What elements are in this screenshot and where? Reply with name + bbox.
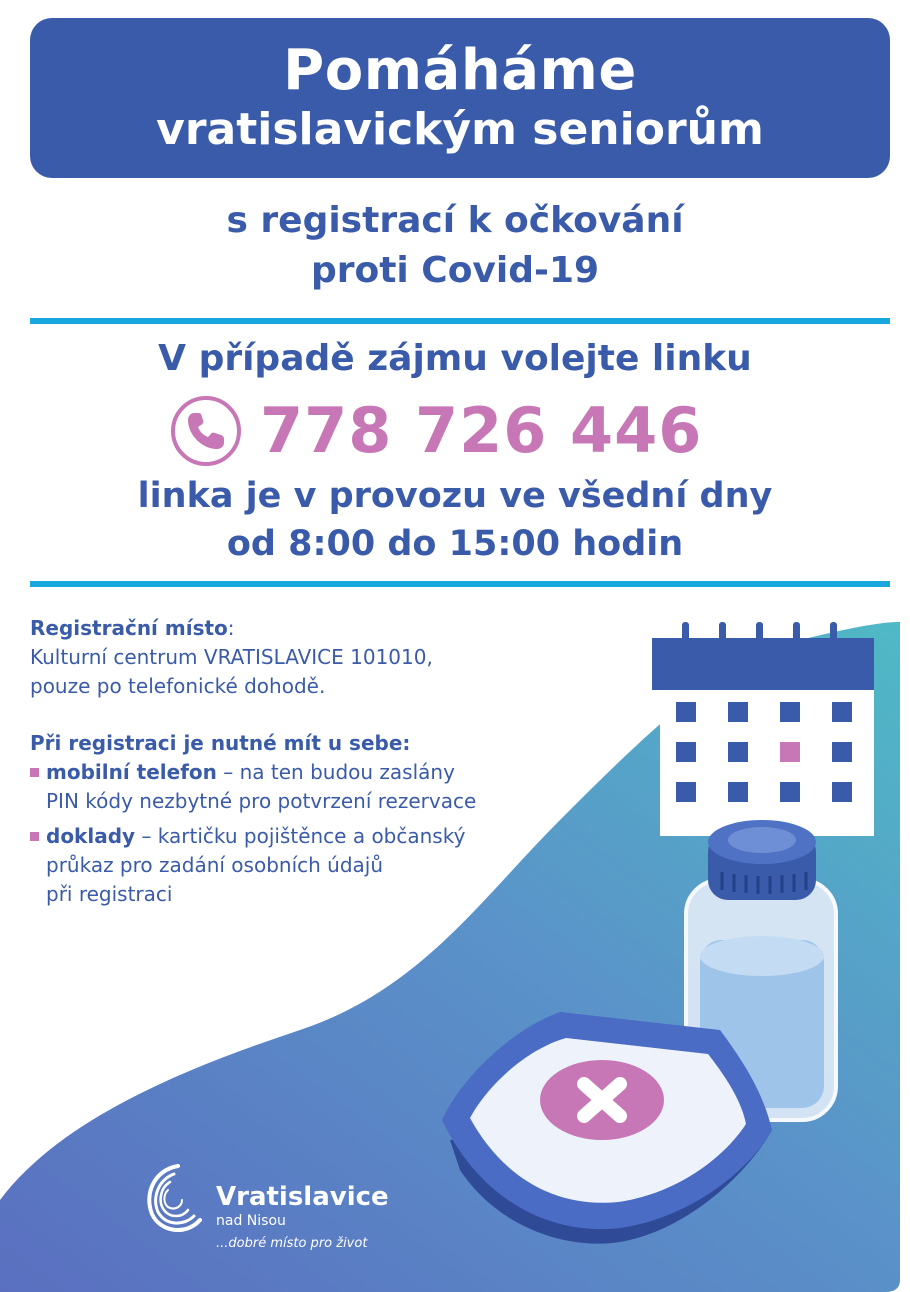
header-title-line-2: vratislavickým seniorům xyxy=(156,104,764,155)
vratislavice-logo xyxy=(140,1160,400,1260)
location-colon: : xyxy=(227,616,235,640)
logo-tagline: ...dobré místo pro život xyxy=(216,1236,368,1251)
logo-name: Vratislavice xyxy=(216,1182,389,1212)
header-title-line-1: Pomáháme xyxy=(283,38,637,103)
operating-hours xyxy=(0,472,910,568)
phone-row xyxy=(170,392,702,470)
shield-icon xyxy=(442,1012,772,1244)
location-label: Registrační místo xyxy=(30,616,228,640)
call-heading: V případě zájmu volejte linku xyxy=(158,338,752,379)
requirement-text-line-2: PIN kódy nezbytné pro potvrzení rezervace xyxy=(46,789,477,813)
phone-number[interactable]: 778 726 446 xyxy=(260,394,703,467)
bullet-square-icon xyxy=(30,768,39,777)
header-banner xyxy=(30,18,890,178)
requirement-text-line-3: při registraci xyxy=(46,882,173,906)
location-line-1: Kulturní centrum VRATISLAVICE 101010, xyxy=(30,645,433,669)
requirement-item xyxy=(30,758,550,816)
location-line-2: pouze po telefonické dohodě. xyxy=(30,674,326,698)
requirement-term: mobilní telefon xyxy=(46,760,217,784)
subtitle xyxy=(0,196,910,296)
requirement-item xyxy=(30,822,550,909)
divider-top xyxy=(30,318,890,324)
subtitle-line-2: proti Covid-19 xyxy=(310,250,600,291)
subtitle-line-1: s registrací k očkování xyxy=(226,200,684,241)
requirement-text-line-2: průkaz pro zadání osobních údajů xyxy=(46,853,384,877)
hours-line-1: linka je v provozu ve všední dny xyxy=(137,476,773,516)
phone-icon xyxy=(170,395,242,467)
requirements-heading: Při registraci je nutné mít u sebe: xyxy=(30,731,411,755)
swirl-logo-icon xyxy=(140,1160,210,1240)
requirement-term: doklady xyxy=(46,824,136,848)
logo-subname: nad Nisou xyxy=(216,1213,286,1229)
hours-line-2: od 8:00 do 15:00 hodin xyxy=(226,524,684,564)
location-heading xyxy=(30,614,550,643)
requirement-text-line-1: – kartičku pojištěnce a občanský xyxy=(135,824,466,848)
registration-info xyxy=(30,614,550,909)
calendar-icon xyxy=(652,622,874,836)
requirement-text-line-1: – na ten budou zaslány xyxy=(216,760,455,784)
bullet-square-icon xyxy=(30,832,39,841)
divider-bottom xyxy=(30,581,890,587)
